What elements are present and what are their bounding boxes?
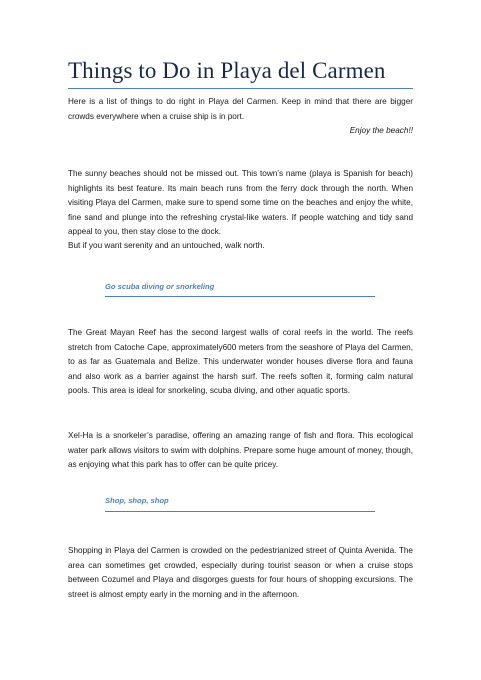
reef-paragraph: The Great Mayan Reef has the second largest walls of coral reefs in the world. The reefs stretch from Catoche Cape, approximately600 meters from the seashore of Playa del Carmen, to as far as Guatemala and Belize. This underwater wonder houses diverse flora and fauna and also work as a barrier against the harsh surf. The reefs soften it, forming calm natural pools. This area is ideal for snorkeling, scuba diving, and other aquatic sports. — [68, 328, 413, 396]
section-rule-shop — [105, 511, 375, 512]
beach-paragraph-2: But if you want serenity and an untouched, walk north. — [68, 241, 265, 250]
section-rule-diving — [105, 296, 375, 297]
intro-paragraph: Here is a list of things to do right in Playa del Carmen. Keep in mind that there are bigger crowds everywhere when a cruise ship is in port. — [68, 97, 413, 121]
section-heading-diving: Go scuba diving or snorkeling — [105, 282, 215, 291]
title-underline — [68, 88, 413, 89]
section-heading-beach: Enjoy the beach!! — [349, 126, 413, 135]
section-heading-shop: Shop, shop, shop — [105, 496, 169, 505]
shopping-paragraph: Shopping in Playa del Carmen is crowded on the pedestrianized street of Quinta Avenida. The area can sometimes get crowded, especially during tourist season or when a cruise stops between Cozumel and Playa and disgorges guests for four hours of shopping excursions. The street is almost empty early in the morning and in the afternoon. — [68, 546, 413, 599]
xelha-paragraph: Xel-Ha is a snorkeler’s paradise, offering an amazing range of fish and flora. This ecological water park allows visitors to swim with dolphins. Prepare some huge amount of money, though, as enjoying what this park has to offer can be quite pricey. — [68, 431, 413, 470]
beach-paragraph: The sunny beaches should not be missed out. This town’s name (playa is Spanish for beach) highlights its best feature. Its main beach runs from the ferry dock through the north. When visiting Playa del Carmen, make sure to spend some time on the beaches and enjoy the white, fine sand and plunge into the refreshing crystal-like waters. If people watching and tidy sand appeal to you, then stay close to the dock. — [68, 169, 413, 237]
page-title: Things to Do in Playa del Carmen — [68, 58, 386, 83]
